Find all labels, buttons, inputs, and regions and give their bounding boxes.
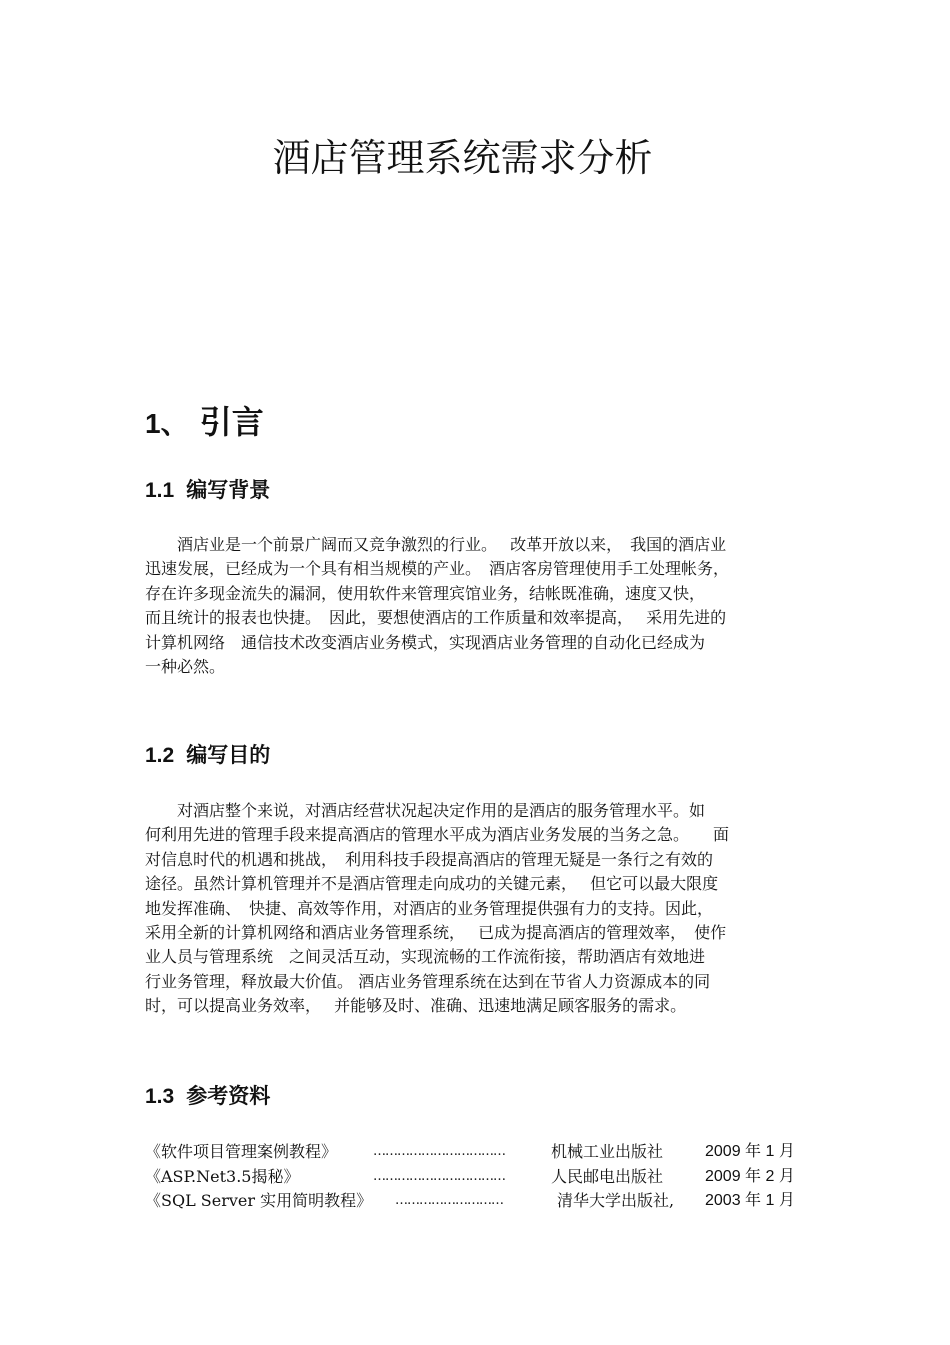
paragraph-line: 业人员与管理系统 之间灵活互动，实现流畅的工作流衔接，帮助酒店有效地进 xyxy=(145,947,706,967)
document-title: 酒店管理系统需求分析 xyxy=(272,136,653,180)
paragraph-line: 途径。虽然计算机管理并不是酒店管理走向成功的关键元素， 但它可以最大限度 xyxy=(145,874,719,894)
reference-title: 《SQL Server 实用简明教程》 xyxy=(145,1191,373,1211)
reference-publisher: 人民邮电出版社 xyxy=(551,1166,664,1186)
paragraph-line: 采用全新的计算机网络和酒店业务管理系统， 已成为提高酒店的管理效率， 使作 xyxy=(145,923,727,943)
paragraph-line: 而且统计的报表也快捷。 因此，要想使酒店的工作质量和效率提高， 采用先进的 xyxy=(145,608,727,628)
subsection-title: 编写目的 xyxy=(186,742,271,767)
reference-item xyxy=(145,1140,810,1165)
paragraph-line: 存在许多现金流失的漏洞，使用软件来管理宾馆业务，结帐既准确，速度又快， xyxy=(145,583,706,603)
paragraph-line: 行业务管理，释放最大价值。 酒店业务管理系统在达到在节省人力资源成本的同 xyxy=(145,971,711,991)
paragraph-line: 对信息时代的机遇和挑战， 利用科技手段提高酒店的管理无疑是一条行之有效的 xyxy=(145,849,714,869)
paragraph-line: 地发挥准确、 快捷、高效等作用，对酒店的业务管理提供强有力的支持。因此， xyxy=(145,898,714,918)
background-paragraph xyxy=(145,533,810,679)
paragraph-line: 一种必然。 xyxy=(145,657,226,677)
reference-title: 《软件项目管理案例教程》 xyxy=(145,1142,338,1161)
reference-title: 《ASP.Net3.5揭秘》 xyxy=(145,1166,300,1186)
subsection-number: 1.3 xyxy=(145,1085,175,1108)
paragraph-line: 对酒店整个来说，对酒店经营状况起决定作用的是酒店的服务管理水平。如 xyxy=(145,801,706,820)
paragraph-line: 计算机网络 通信技术改变酒店业务模式，实现酒店业务管理的自动化已经成为 xyxy=(145,632,706,652)
purpose-paragraph xyxy=(145,799,810,1019)
section-title: 引言 xyxy=(199,403,264,441)
reference-publisher: 机械工业出版社 xyxy=(551,1142,664,1161)
subsection-heading-background xyxy=(145,474,270,507)
subsection-heading-purpose xyxy=(145,739,270,772)
subsection-number: 1.2 xyxy=(145,744,175,767)
reference-publisher: 清华大学出版社, xyxy=(557,1191,675,1211)
reference-leader-dots: …………………………… xyxy=(373,1168,505,1184)
paragraph-line: 时，可以提高业务效率， 并能够及时、准确、迅速地满足顾客服务的需求。 xyxy=(145,996,687,1016)
reference-list xyxy=(145,1140,810,1214)
reference-date: 2009 年 1 月 xyxy=(705,1143,795,1160)
paragraph-line: 迅速发展，已经成为一个具有相当规模的产业。 酒店客房管理使用手工处理帐务， xyxy=(145,559,730,579)
paragraph-line: 何利用先进的管理手段来提高酒店的管理水平成为酒店业务发展的当务之急。 面 xyxy=(145,825,730,845)
reference-date: 2009 年 2 月 xyxy=(705,1167,795,1185)
subsection-heading-references xyxy=(145,1080,270,1113)
paragraph-line: 酒店业是一个前景广阔而又竞争激烈的行业。 改革开放以来， 我国的酒店业 xyxy=(145,535,727,554)
reference-date: 2003 年 1 月 xyxy=(705,1192,795,1210)
reference-item xyxy=(145,1189,810,1214)
section-heading-introduction xyxy=(145,398,264,448)
reference-leader-dots: …………………………… xyxy=(373,1144,505,1159)
subsection-title: 参考资料 xyxy=(186,1083,271,1108)
reference-item xyxy=(145,1165,810,1190)
reference-leader-dots: ……………………… xyxy=(395,1193,503,1209)
subsection-number: 1.1 xyxy=(145,479,175,502)
subsection-title: 编写背景 xyxy=(186,477,271,502)
section-number: 1、 xyxy=(145,408,189,439)
